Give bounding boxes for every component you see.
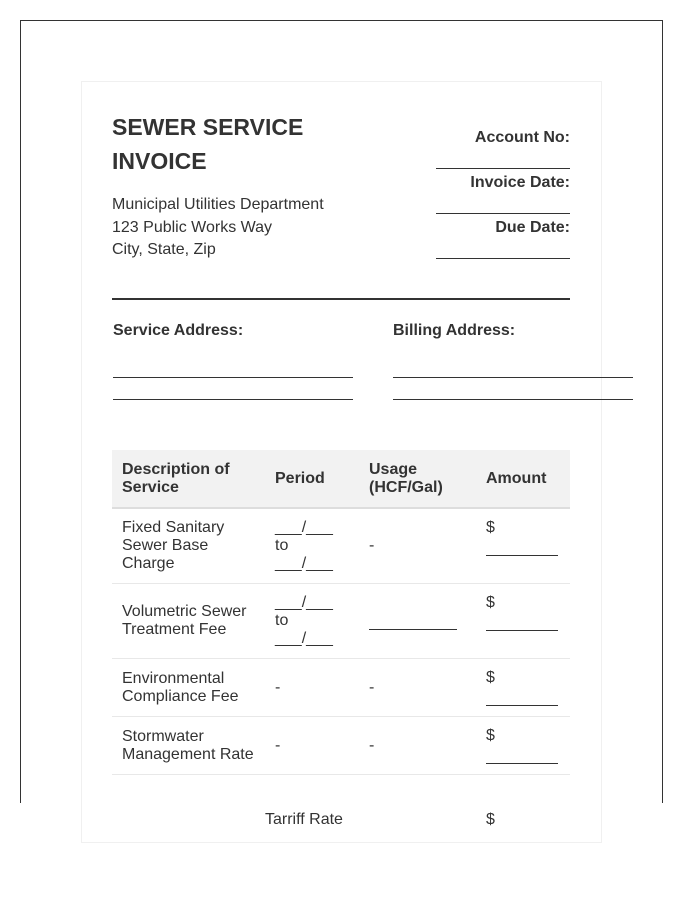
table-header-row — [112, 450, 570, 508]
row-description: Stormwater Management Rate — [112, 717, 265, 775]
account-no-row — [436, 128, 570, 173]
amount-currency: $ — [486, 727, 495, 744]
account-no-label: Account No: — [474, 129, 570, 146]
row-period: Tarriff Rate — [265, 811, 343, 828]
billing-address-line-1[interactable] — [393, 377, 633, 378]
period-end[interactable]: ___/___ — [275, 630, 333, 647]
amount-field[interactable] — [486, 687, 558, 706]
department-address — [112, 194, 324, 262]
department-name: Municipal Utilities Department — [112, 196, 324, 213]
invoice-meta — [436, 128, 570, 263]
row-usage — [359, 775, 476, 840]
amount-currency: $ — [486, 669, 495, 686]
invoice-date-field[interactable] — [436, 213, 570, 214]
usage-field[interactable] — [369, 619, 457, 630]
header-divider — [112, 298, 570, 300]
billing-address-block — [393, 322, 515, 340]
row-description — [112, 775, 265, 840]
table-row — [112, 508, 570, 584]
row-period[interactable] — [265, 584, 359, 659]
row-period[interactable] — [265, 508, 359, 584]
period-end[interactable]: ___/___ — [275, 555, 333, 572]
invoice-title: SEWER SERVICE INVOICE — [112, 114, 304, 174]
department-street: 123 Public Works Way — [112, 218, 273, 236]
table-row — [112, 717, 570, 775]
header-usage: Usage (HCF/Gal) — [359, 450, 476, 508]
amount-field[interactable] — [486, 745, 558, 764]
service-address-label: Service Address: — [113, 322, 244, 339]
row-usage: - — [359, 659, 476, 717]
period-to: to — [275, 537, 289, 554]
row-amount[interactable] — [476, 584, 570, 659]
service-address-line-2[interactable] — [113, 399, 353, 400]
table-row — [112, 584, 570, 659]
row-amount[interactable] — [476, 717, 570, 775]
table-row-partial — [112, 775, 570, 840]
row-amount: $ — [486, 811, 495, 828]
row-amount[interactable] — [476, 659, 570, 717]
charges-table — [112, 450, 570, 839]
invoice-date-row — [436, 173, 570, 218]
billing-address-label: Billing Address: — [393, 322, 516, 339]
billing-address-line-2[interactable] — [393, 399, 633, 400]
department-city: City, State, Zip — [112, 241, 216, 258]
header-period: Period — [265, 450, 359, 508]
amount-field[interactable] — [486, 612, 558, 631]
row-description: Volumetric Sewer Treatment Fee — [112, 584, 265, 659]
row-usage[interactable] — [359, 584, 476, 659]
header-amount: Amount — [476, 450, 570, 508]
service-address-line-1[interactable] — [113, 377, 353, 378]
row-description: Environmental Compliance Fee — [112, 659, 265, 717]
due-date-field[interactable] — [436, 258, 570, 259]
due-date-label: Due Date: — [495, 219, 570, 236]
account-no-field[interactable] — [436, 168, 570, 169]
row-usage: - — [359, 508, 476, 584]
row-amount[interactable] — [476, 508, 570, 584]
row-usage: - — [359, 717, 476, 775]
due-date-row — [436, 218, 570, 263]
amount-currency: $ — [486, 519, 495, 536]
period-start[interactable]: ___/___ — [275, 594, 333, 611]
row-description: Fixed Sanitary Sewer Base Charge — [112, 508, 265, 584]
amount-field[interactable] — [486, 537, 558, 556]
page-frame — [20, 20, 663, 828]
period-start[interactable]: ___/___ — [275, 519, 333, 536]
amount-currency: $ — [486, 594, 495, 611]
row-period: - — [265, 659, 359, 717]
invoice-date-label: Invoice Date: — [470, 174, 570, 191]
table-row — [112, 659, 570, 717]
service-address-block — [113, 322, 243, 340]
row-period: - — [265, 717, 359, 775]
period-to: to — [275, 612, 289, 629]
invoice-sheet — [81, 81, 602, 843]
header-description: Description of Service — [112, 450, 265, 508]
